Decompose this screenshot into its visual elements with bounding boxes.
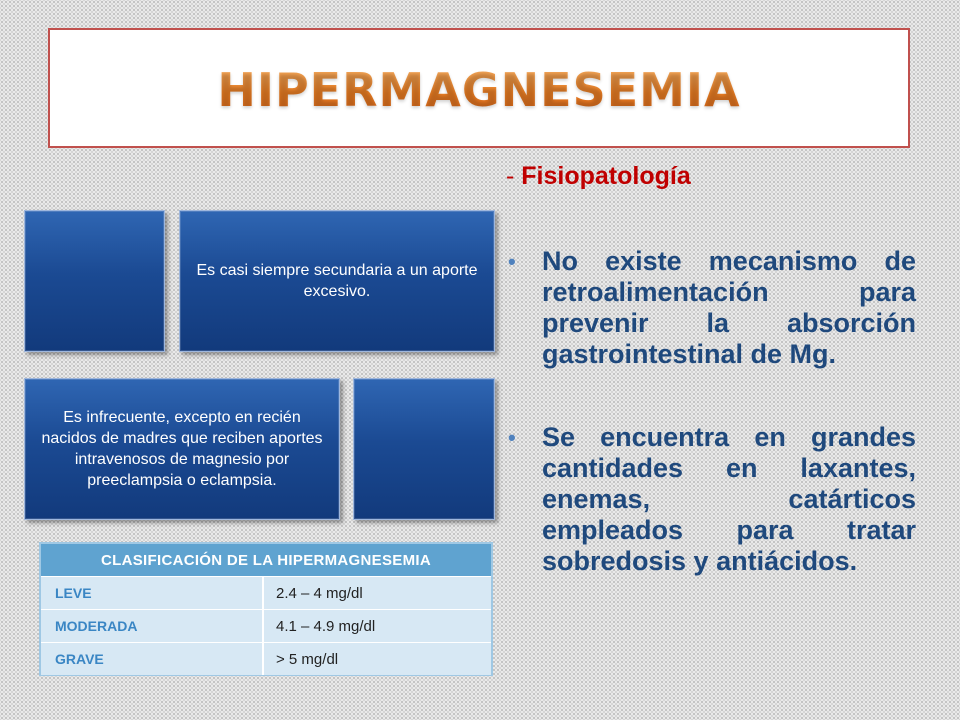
bullet-item [506, 246, 916, 370]
blue-box-empty-bottom-right [353, 378, 495, 520]
blue-box-bottom-left [24, 378, 340, 520]
bullet-text: No existe mecanismo de retroalimentación para prevenir la absorción gastrointestinal de Mg. [542, 246, 916, 369]
range-cell: > 5 mg/dl [264, 643, 491, 675]
blue-box-text: Es infrecuente, excepto en recién nacidos de madres que reciben aportes intravenosos de magnesio por preeclampsia o eclampsia. [41, 409, 323, 489]
table-row [41, 609, 491, 642]
table-header: CLASIFICACIÓN DE LA HIPERMAGNESEMIA [41, 544, 491, 576]
bullet-list [506, 246, 916, 629]
blue-box-text: Es casi siempre secundaria a un aporte excesivo. [196, 262, 478, 300]
grade-cell: LEVE [41, 577, 264, 609]
grade-cell: MODERADA [41, 610, 264, 642]
bullet-text: Se encuentra en grandes cantidades en laxantes, enemas, catárticos empleados para tratar sobredosis y antiácidos. [542, 422, 916, 576]
bullet-dot-icon: • [508, 249, 516, 274]
bullet-item [506, 422, 916, 577]
slide-title: HIPERMAGNESEMIA [217, 63, 741, 117]
range-cell: 2.4 – 4 mg/dl [264, 577, 491, 609]
subtitle [506, 162, 691, 191]
classification-table [39, 542, 493, 676]
title-box [48, 28, 910, 148]
grade-cell: GRAVE [41, 643, 264, 675]
table-row [41, 576, 491, 609]
table-row [41, 642, 491, 675]
blue-box-empty-top-left [24, 210, 165, 352]
subtitle-label: Fisiopatología [521, 162, 691, 190]
subtitle-dash: - [506, 162, 515, 190]
range-cell: 4.1 – 4.9 mg/dl [264, 610, 491, 642]
blue-box-top-right [179, 210, 495, 352]
bullet-dot-icon: • [508, 425, 516, 450]
